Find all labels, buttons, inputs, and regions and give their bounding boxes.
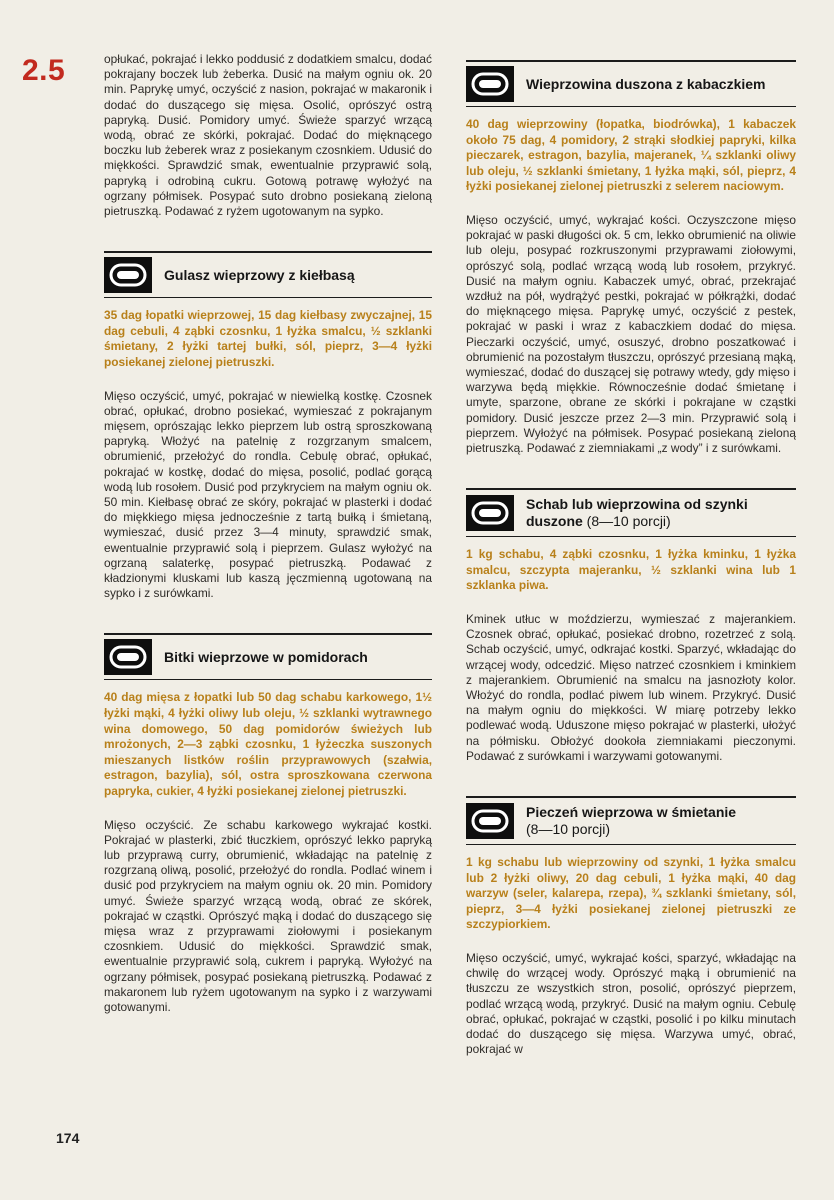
recipe-method: Mięso oczyścić, umyć, wykrajać kości. Oczyszczone mięso pokrajać w paski długości ok. 5 cm, lekko obrumienić na oliwie lub oleju, posypać rozkruszonymi przyprawami ziołowymi, oprószyć solą, podlać wrzącą wodą lub rosołem, przykryć. Dusić na małym ogniu. Kabaczek umyć, obrać, przekrajać wzdłuż na pół, wydrążyć pestki, pokrajać w półkrążki, dodać do mięknącego mięsa. Paprykę umyć, oczyścić z pestek, pokrajać w paski i wraz z kabaczkiem dodać do mięsa. Pieczarki oczyścić, umyć, osuszyć, drobno poszatkować i obrumienić na pozostałym tłuszczu, oprószyć przesianą mąką, wymieszać, dodać do duszącej się potrawy wtedy, gdy mięso i warzywa będą miękkie. Równocześnie dodać śmietanę i umyte, sparzone, obrane ze skórki i pokrajane w cząstki pomidory. Dusić jeszcze przez 2—3 min. Przyprawić solą i pieprzem. Wyłożyć na półmisek. Posypać posiekaną zieloną pietruszką. Podawać z ziemniakami „z wody” i z surówkami. xyxy=(466,212,796,456)
section-number: 2.5 xyxy=(22,54,66,87)
pot-icon xyxy=(104,257,152,293)
recipe-header-schab xyxy=(466,488,796,537)
recipe-ingredients: 40 dag wieprzowiny (łopatka, biodrówka), 1 kabaczek około 75 dag, 4 pomidory, 2 strąki słodkiej papryki, kilka pieczarek, estragon, bazylia, majeranek, ¼ szklanki oliwy lub oleju, ½ szklanki śmietany, 1 łyżka mąki, sól, pieprz, 4 łyżki posiekanej zielonej pietruszki z selerem naciowym. xyxy=(466,117,796,194)
recipe-method: Mięso oczyścić, umyć, wykrajać kości, sparzyć, wkładając na chwilę do wrzącej wody. Oprószyć mąką i obrumienić na tłuszczu ze wszystkich stron, posolić, oprószyć pieprzem, podlać wrzącą wodą, przykryć. Dusić na małym ogniu. Cebulę obrać, opłukać, pokrajać w cząstki, posolić i po kilku minutach dodać do duszącego się mięsa. Warzywa umyć, obrać, pokrajać w xyxy=(466,951,796,1057)
recipe-header-gulasz xyxy=(104,251,432,298)
recipe-title: Pieczeń wieprzowa w śmietanie xyxy=(526,804,737,821)
recipe-ingredients: 35 dag łopatki wieprzowej, 15 dag kiełbasy zwyczajnej, 15 dag cebuli, 4 ząbki czosnku, 1 łyżka smalcu, ½ szklanki śmietany, 2 łyżki tartej bułki, sól, pieprz, 3—4 łyżki posiekanej zielonej pietruszki. xyxy=(104,308,432,370)
recipe-method: Kminek utłuc w moździerzu, wymieszać z majerankiem. Czosnek obrać, opłukać, posiekać drobno, rozetrzeć z solą. Schab oczyścić, umyć, odkrajać kostki. Sparzyć, wkładając do wrzącej wody, odcedzić. Mięso natrzeć czosnkiem i kminkiem z majerankiem. Obrumienić na smalcu na jasnozłoty kolor. Włożyć do rondla, podlać piwem lub winem. Przykryć. Dusić na małym ogniu do miękkości. W miarę potrzeby lekko podlewać wodą. Uduszone mięso pokrajać w plasterki, ułożyć na półmisku. Obłożyć dookoła ziemniakami pieczonymi. Podawać z surówkami i warzywami gotowanymi. xyxy=(466,612,796,763)
pot-icon xyxy=(466,66,514,102)
recipe-ingredients: 1 kg schabu lub wieprzowiny od szynki, 1 łyżka smalcu lub 2 łyżki oliwy, 20 dag cebuli, 1 łyżka mąki, 40 dag warzyw (seler, kalarepa, rzepa), ¾ szklanki śmietany, sól, pieprz, 3—4 łyżki posiekanej zielonej pietruszki ze szczypiorkiem. xyxy=(466,855,796,932)
recipe-title-block xyxy=(526,496,796,530)
recipe-portions: (8—10 porcji) xyxy=(586,513,671,530)
page-number: 174 xyxy=(56,1130,80,1146)
recipe-title-block xyxy=(526,804,736,838)
recipe-title: Schab lub wieprzowina od szynki duszone xyxy=(526,496,748,530)
recipe-method: Mięso oczyścić. Ze schabu karkowego wykrajać kostki. Pokrajać w plasterki, zbić tłuczkiem, oprószyć lekko papryką lub przyprawą curry, obrumienić, wkładając na patelnię z rozgrzaną oliwą, posolić, przełożyć do rondla. Podlać winem i dusić pod przykryciem na małym ogniu ok. 20 min. Pomidory umyć. Świeże sparzyć wrzącą wodą, obrać ze skórek, pokrajać w cząstki. Oprószyć mąką i dodać do duszącego się mięsa wraz z przyprawami ziołowymi i posiekanym czosnkiem. Udusić do miękkości. Sprawdzić smak, ewentualnie przyprawić solą, cukrem i papryką. Wyłożyć na ogrzany półmisek, posypać posiekaną pietruszką. Podawać z makaronem lub ryżem ugotowanym na sypko i z warzywami gotowanymi. xyxy=(104,817,432,1015)
recipe-header-pieczen xyxy=(466,796,796,845)
recipe-ingredients: 40 dag mięsa z łopatki lub 50 dag schabu karkowego, 1½ łyżki mąki, 4 łyżki oliwy lub oleju, ½ szklanki wytrawnego wina domowego, 50 dag pomidorów świeżych lub mrożonych, 2—3 ząbki czosnku, 1 łyżeczka suszonych mieszanych listków roślin przyprawowych (szałwia, estragon, bazylia), sól, ostra sproszkowana czerwona papryka, cukier, 4 łyżki posiekanej zielonej pietruszki. xyxy=(104,690,432,799)
recipe-portions: (8—10 porcji) xyxy=(526,821,611,838)
recipe-header-bitki xyxy=(104,633,432,680)
pot-icon xyxy=(104,639,152,675)
recipe-title: Bitki wieprzowe w pomidorach xyxy=(164,648,368,665)
left-column xyxy=(104,52,432,1015)
recipe-header-kabaczek xyxy=(466,60,796,107)
right-column xyxy=(466,60,796,1057)
recipe-ingredients: 1 kg schabu, 4 ząbki czosnku, 1 łyżka kminku, 1 łyżka smalcu, szczypta majeranku, ½ szklanki wina lub 1 szklanka piwa. xyxy=(466,547,796,593)
recipe-title: Wieprzowina duszona z kabaczkiem xyxy=(526,75,766,92)
recipe-method: Mięso oczyścić, umyć, pokrajać w niewielką kostkę. Czosnek obrać, opłukać, drobno posiekać, wymieszać z pokrajanym mięsem, oprószając lekko pieprzem lub ostrą sproszkowaną papryką. Włożyć na patelnię z rozgrzanym smalcem, obrumienić, przełożyć do rondla. Cebulę obrać, opłukać, pokrajać w kostkę, dodać do mięsa, posolić, podlać gorącą wodą lub rosołem. Dusić pod przykryciem na małym ogniu ok. 50 min. Kiełbasę obrać ze skóry, pokrajać w plasterki i dodać do miękkiego mięsa jednocześnie z tartą bułką i śmietaną, wymieszać, dusić przez 3—4 minuty, sprawdzić smak, ewentualnie przyprawić solą i pieprzem. Gulasz wyłożyć na ogrzaną salaterkę, posypać pietruszką. Podawać z kładzionymi kluskami lub kaszą jęczmienną ugotowaną na sypko i z surówkami. xyxy=(104,388,432,601)
intro-text: opłukać, pokrajać i lekko poddusić z dodatkiem smalcu, dodać pokrajany boczek lub żeberka. Dusić na małym ogniu ok. 20 min. Paprykę umyć, oczyścić z nasion, pokrajać w makaronik i dodać do duszącego się mięsa. Osolić, oprószyć ostrą papryką. Dusić. Pomidory umyć. Świeże sparzyć wrzącą wodą, obrać ze skórki, pokrajać. Dodać do mięknącego boczku lub żeberek wraz z posiekanym czosnkiem. Udusić do miękkości. Sprawdzić smak, ewentualnie przyprawić solą, papryką i odrobiną cukru. Gotową potrawę wyłożyć na ogrzany półmisek. Posypać suto drobno posiekaną zieloną pietruszką. Podawać z ryżem ugotowanym na sypko. xyxy=(104,52,432,219)
pot-icon xyxy=(466,803,514,839)
pot-icon xyxy=(466,495,514,531)
recipe-title: Gulasz wieprzowy z kiełbasą xyxy=(164,266,355,283)
